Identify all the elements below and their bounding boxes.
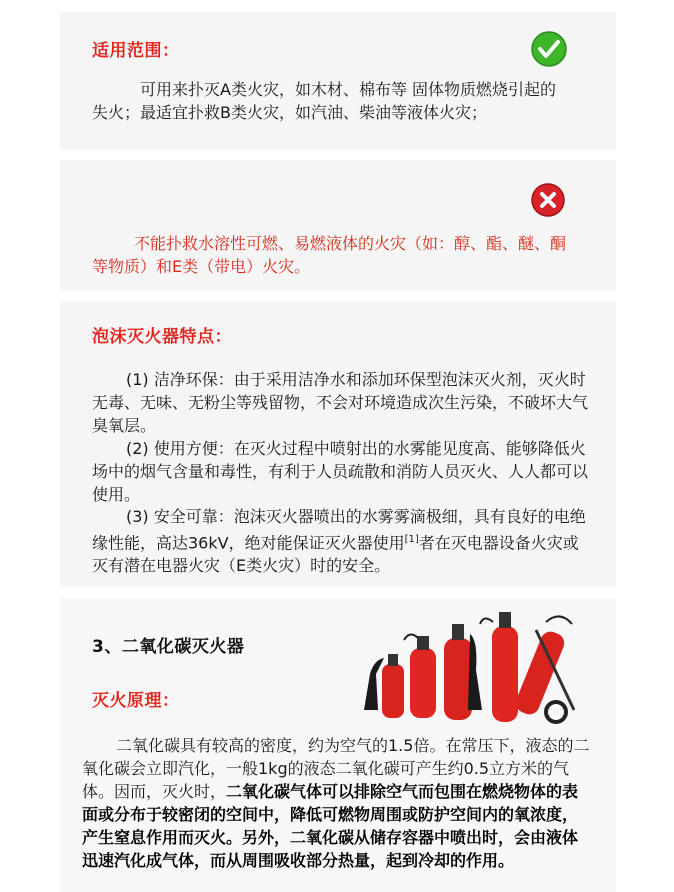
cross-icon <box>530 182 566 222</box>
foam-item-1: (1) 洁净环保：由于采用洁净水和添加环保型泡沫灭火剂，灭火时无毒、无味、无粉尘等残留物，不会对环境造成次生污染，不破坏大气臭氧层。 <box>92 370 589 435</box>
co2-extinguishers-image <box>360 600 580 728</box>
co2-section-title: 3、二氧化碳灭火器 <box>92 637 245 657</box>
foam-item-2: (2) 使用方便：在灭火过程中喷射出的水雾能见度高、能够降低火场中的烟气含量和毒性，有利于人员疏散和消防人员灭火、人人都可以使用。 <box>92 439 589 504</box>
co2-text-bold: 二氧化碳气体可以排除空气而包围在燃烧物体的表面或分布于较密闭的空间中，降低可燃物周围或防护空间内的氧浓度，产生窒息作用而灭火。另外，二氧化碳从储存容器中喷出时，会由液体迅速汽化成气体，而从周围吸收部分热量，起到冷却的作用。 <box>82 782 579 870</box>
co2-principle-text <box>82 734 590 872</box>
reference-mark[interactable]: [1] <box>404 534 419 545</box>
foam-item-3-text-b: 者在灭电器设备火灾或灭有潜在电器火灾（E类火灾）时的安全。 <box>92 533 579 576</box>
cannot-text: 不能扑救水溶性可燃、易燃液体的火灾（如：醇、酯、醚、酮等物质）和E类（带电）火灾。 <box>92 234 567 276</box>
co2-text-normal: 二氧化碳具有较高的密度，约为空气的1.5倍。在常压下，液态的二氧化碳会立即汽化，一般1kg的液态二氧化碳可产生约0.5立方米的气体。因而，灭火时， <box>82 736 590 801</box>
foam-heading: 泡沫灭火器特点： <box>92 327 232 347</box>
foam-item-3-text-a: (3) 安全可靠：泡沫灭火器喷出的水雾雾滴极细，具有良好的电绝缘性能，高达36kV，绝对能保证灭火器使用 <box>92 507 586 553</box>
scope-heading: 适用范围： <box>92 41 180 61</box>
principle-heading: 灭火原理： <box>92 691 180 711</box>
check-icon <box>530 30 568 72</box>
foam-item-3 <box>92 505 590 577</box>
scope-text: 可用来扑灭A类火灾，如木材、棉布等 固体物质燃烧引起的失火；最适宜扑救B类火灾，如汽油、柴油等液体火灾； <box>92 80 557 122</box>
